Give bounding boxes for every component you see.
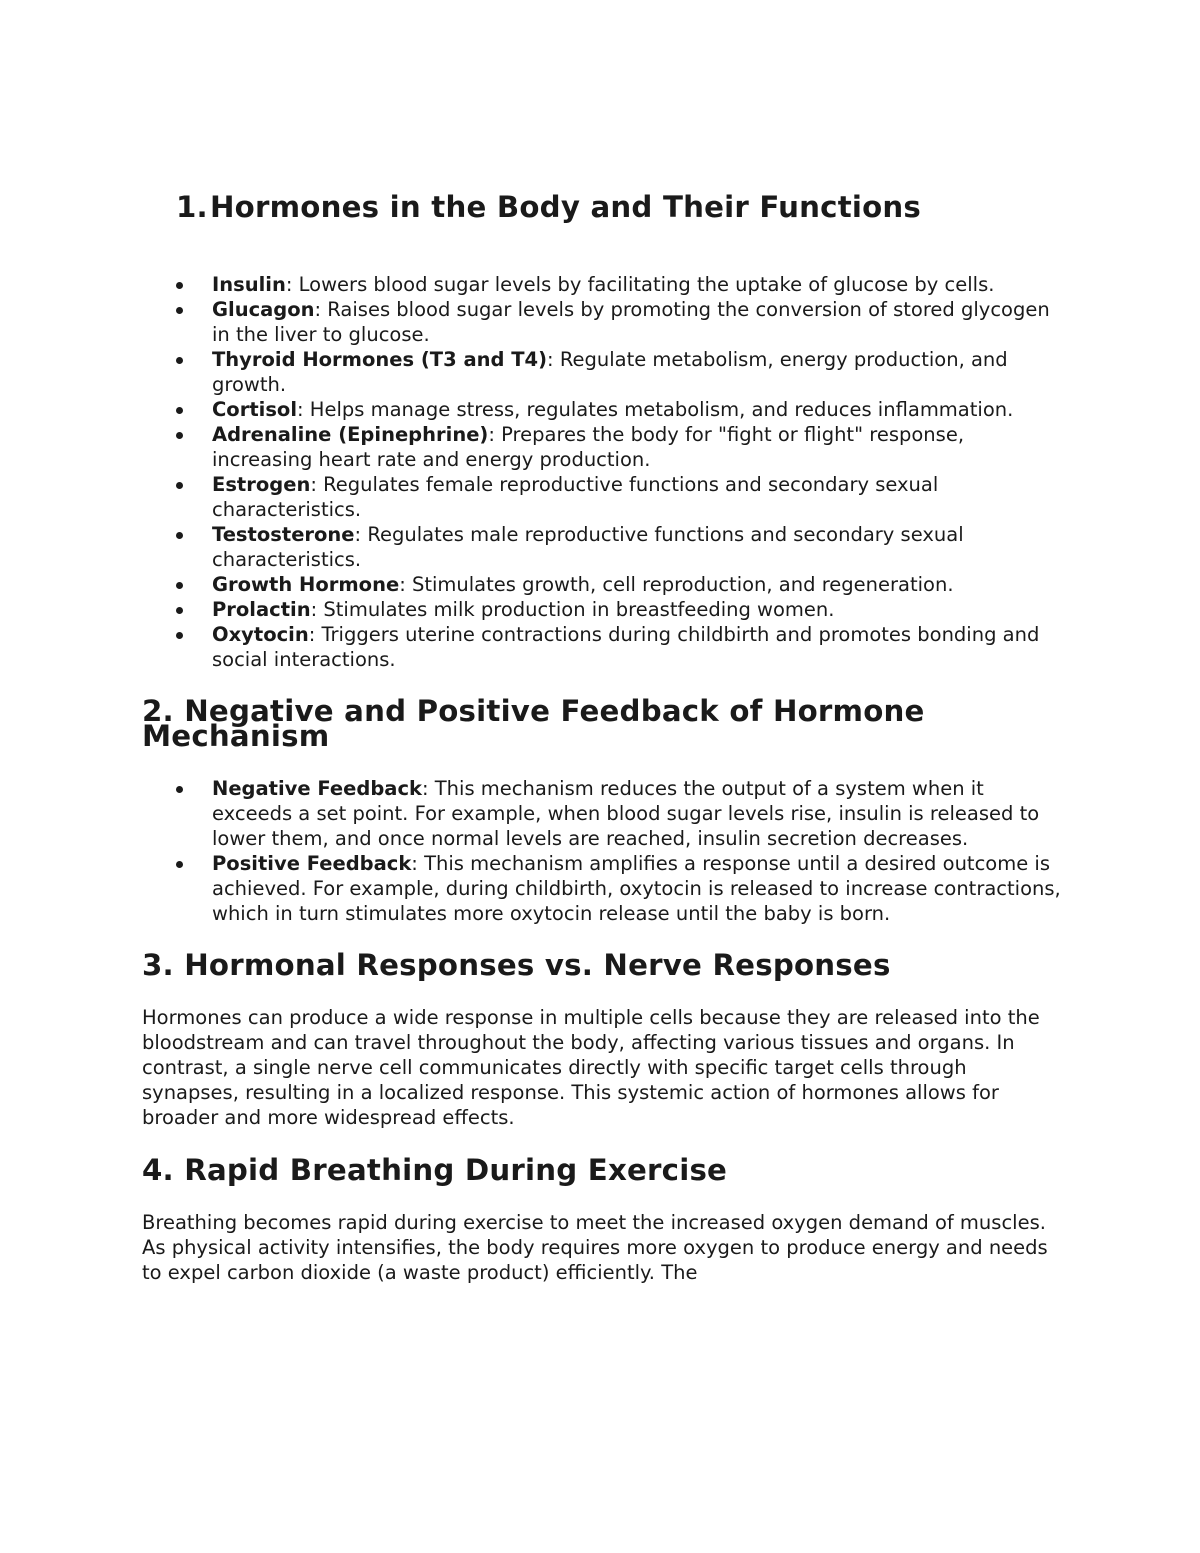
bullet-icon: [176, 407, 183, 414]
feedback-list: [142, 776, 1062, 926]
hormone-term: Oxytocin: [212, 623, 309, 646]
hormone-term: Testosterone: [212, 523, 355, 546]
bullet-icon: [176, 582, 183, 589]
feedback-term: Negative Feedback: [212, 777, 422, 800]
list-item: [142, 397, 1062, 422]
list-item: [142, 297, 1062, 347]
hormone-term: Glucagon: [212, 298, 315, 321]
hormone-term: Insulin: [212, 273, 286, 296]
bullet-icon: [176, 632, 183, 639]
list-item: [142, 472, 1062, 522]
section-1-heading: [142, 190, 1062, 224]
section-2-heading: 2. Negative and Positive Feedback of Hormone Mechanism: [142, 694, 925, 753]
section-4-heading: 4. Rapid Breathing During Exercise: [142, 1153, 728, 1187]
bullet-icon: [176, 357, 183, 364]
list-item: [142, 272, 1062, 297]
feedback-description: : This mechanism reduces the output of a system when it exceeds a set point. For example, when blood sugar levels rise, insulin is released to lower them, and once normal levels are reached, insulin secretion decreases.: [212, 777, 1040, 850]
hormone-description: : Stimulates milk production in breastfeeding women.: [310, 598, 835, 621]
hormone-description: : Triggers uterine contractions during childbirth and promotes bonding and social interactions.: [212, 623, 1040, 671]
feedback-description: : This mechanism amplifies a response until a desired outcome is achieved. For example, during childbirth, oxytocin is released to increase contractions, which in turn stimulates more oxytocin release until the baby is born.: [212, 852, 1061, 925]
bullet-icon: [176, 607, 183, 614]
hormone-description: : Lowers blood sugar levels by facilitating the uptake of glucose by cells.: [285, 273, 995, 296]
bullet-icon: [176, 282, 183, 289]
section-1-title: Hormones in the Body and Their Functions: [210, 190, 922, 224]
list-item: [142, 572, 1062, 597]
hormone-term: Cortisol: [212, 398, 298, 421]
list-item: [142, 597, 1062, 622]
bullet-icon: [176, 432, 183, 439]
list-item: [142, 522, 1062, 572]
list-item: [142, 851, 1062, 926]
section-3-heading: 3. Hormonal Responses vs. Nerve Responses: [142, 948, 891, 982]
hormone-description: : Raises blood sugar levels by promoting the conversion of stored glycogen in the liver to glucose.: [212, 298, 1050, 346]
hormone-description: : Regulate metabolism, energy production, and growth.: [212, 348, 1008, 396]
bullet-icon: [176, 482, 183, 489]
list-item: [142, 347, 1062, 397]
hormone-description: : Regulates male reproductive functions and secondary sexual characteristics.: [212, 523, 964, 571]
hormone-term: Growth Hormone: [212, 573, 400, 596]
document-content: [142, 190, 1062, 1285]
list-item: [142, 776, 1062, 851]
section-4-paragraph: Breathing becomes rapid during exercise to meet the increased oxygen demand of muscles. As physical activity intensifies, the body requires more oxygen to produce energy and needs to expel carbon dioxide (a waste product) efficiently. The: [142, 1211, 1048, 1284]
hormone-description: : Helps manage stress, regulates metabolism, and reduces inflammation.: [297, 398, 1014, 421]
section-3-paragraph: Hormones can produce a wide response in multiple cells because they are released into the bloodstream and can travel throughout the body, affecting various tissues and organs. In contrast, a single nerve cell communicates directly with specific target cells through synapses, resulting in a localized response. This systemic action of hormones allows for broader and more widespread effects.: [142, 1006, 1040, 1129]
bullet-icon: [176, 307, 183, 314]
hormone-term: Estrogen: [212, 473, 311, 496]
hormone-term: Adrenaline (Epinephrine): [212, 423, 489, 446]
bullet-icon: [176, 861, 183, 868]
section-1-number: 1.: [176, 190, 208, 224]
hormone-term: Prolactin: [212, 598, 311, 621]
hormone-description: : Regulates female reproductive functions and secondary sexual characteristics.: [212, 473, 939, 521]
list-item: [142, 622, 1062, 672]
feedback-term: Positive Feedback: [212, 852, 412, 875]
hormone-description: : Prepares the body for "fight or flight" response, increasing heart rate and energy production.: [212, 423, 965, 471]
bullet-icon: [176, 532, 183, 539]
bullet-icon: [176, 786, 183, 793]
hormone-description: : Stimulates growth, cell reproduction, and regeneration.: [399, 573, 954, 596]
hormone-term: Thyroid Hormones (T3 and T4): [212, 348, 548, 371]
list-item: [142, 422, 1062, 472]
hormone-list: [142, 272, 1062, 672]
